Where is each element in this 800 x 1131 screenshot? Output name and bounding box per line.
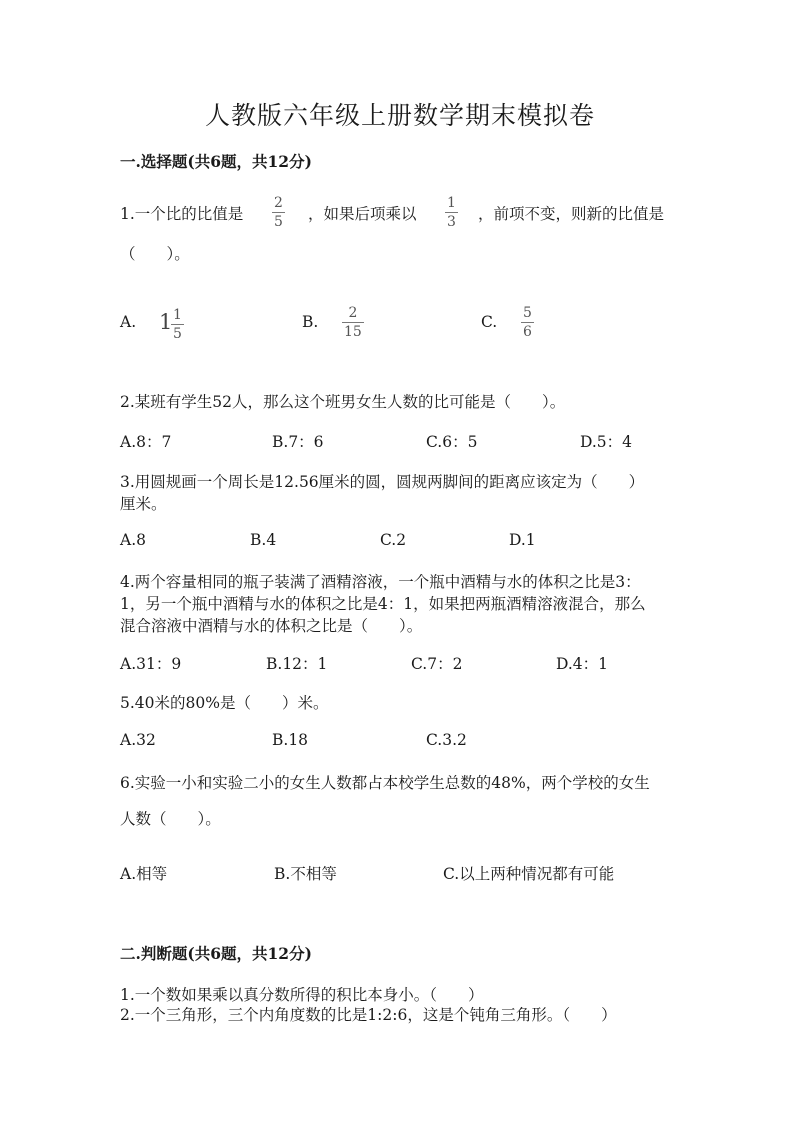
fraction-denominator: 6	[523, 324, 532, 340]
q2-option-c: C.6：5	[426, 433, 478, 451]
section-heading-choice: 一.选择题(共6题，共12分)	[120, 152, 312, 171]
fraction-numerator: 5	[523, 305, 532, 321]
judgement-item-1: 1.一个数如果乘以真分数所得的积比本身小。（ ）	[120, 986, 484, 1004]
q6-text-line1: 6.实验一小和实验二小的女生人数都占本校学生总数的48%，两个学校的女生	[120, 774, 650, 792]
q1-option-b-label: B.	[302, 313, 319, 331]
fraction-numerator: 2	[274, 195, 283, 211]
q1-option-a-label: A.	[120, 313, 137, 331]
fraction-numerator: 1	[447, 195, 456, 211]
fraction-denominator: 3	[447, 214, 456, 230]
q5-text: 5.40米的80%是（ ）米。	[120, 694, 329, 712]
q4-text-line1: 4.两个容量相同的瓶子装满了酒精溶液，一个瓶中酒精与水的体积之比是3：	[120, 573, 641, 591]
q3-text-line2: 厘米。	[120, 495, 167, 513]
q1-text-part2: ，如果后项乘以	[308, 205, 417, 223]
q4-text-line3: 混合溶液中酒精与水的体积之比是（ ）。	[120, 617, 423, 635]
judgement-item-2: 2.一个三角形，三个内角度数的比是1:2:6，这是个钝角三角形。（ ）	[120, 1006, 617, 1024]
q2-option-b: B.7：6	[272, 433, 324, 451]
q4-option-c: C.7：2	[411, 655, 463, 673]
q1-text-line2: （ ）。	[120, 245, 190, 263]
q1-fraction-1-3	[445, 196, 458, 229]
q1-option-a-fraction	[171, 308, 184, 341]
fraction-denominator: 5	[274, 214, 283, 230]
q4-option-d: D.4：1	[556, 655, 609, 673]
section-heading-judgement: 二.判断题(共6题，共12分)	[120, 944, 312, 963]
q1-fraction-2-5	[272, 196, 285, 229]
q6-option-b: B.不相等	[274, 865, 337, 883]
q3-option-b: B.4	[250, 531, 277, 549]
fraction-denominator: 5	[173, 326, 182, 342]
fraction-numerator: 2	[348, 305, 358, 321]
q1-option-b-fraction	[342, 306, 364, 339]
q2-option-a: A.8：7	[120, 433, 172, 451]
q5-option-c: C.3.2	[426, 731, 467, 749]
q5-option-b: B.18	[272, 731, 309, 749]
q6-option-a: A.相等	[120, 865, 168, 883]
q1-text-part3: ，前项不变，则新的比值是	[478, 205, 665, 223]
q1-text-part1: 1.一个比的比值是	[120, 205, 244, 223]
q2-option-d: D.5：4	[580, 433, 633, 451]
page-title: 人教版六年级上册数学期末模拟卷	[204, 101, 595, 130]
q4-option-a: A.31：9	[120, 655, 182, 673]
q5-option-a: A.32	[120, 731, 156, 749]
q4-option-b: B.12：1	[266, 655, 328, 673]
q1-option-c-fraction	[521, 306, 534, 339]
q3-text-line1: 3.用圆规画一个周长是12.56厘米的圆，圆规两脚间的距离应该定为（ ）	[120, 473, 645, 491]
q3-option-c: C.2	[380, 531, 407, 549]
q1-option-a-whole: 1	[159, 310, 173, 334]
q2-text: 2.某班有学生52人，那么这个班男女生人数的比可能是（ ）。	[120, 393, 566, 411]
fraction-denominator: 15	[344, 324, 362, 340]
q1-option-c-label: C.	[481, 313, 498, 331]
q3-option-d: D.1	[509, 531, 536, 549]
q6-option-c: C.以上两种情况都有可能	[443, 865, 615, 883]
q4-text-line2: 1，另一个瓶中酒精与水的体积之比是4：1，如果把两瓶酒精溶液混合，那么	[120, 595, 646, 613]
fraction-numerator: 1	[173, 307, 182, 323]
q6-text-line2: 人数（ ）。	[120, 810, 221, 828]
q3-option-a: A.8	[120, 531, 146, 549]
